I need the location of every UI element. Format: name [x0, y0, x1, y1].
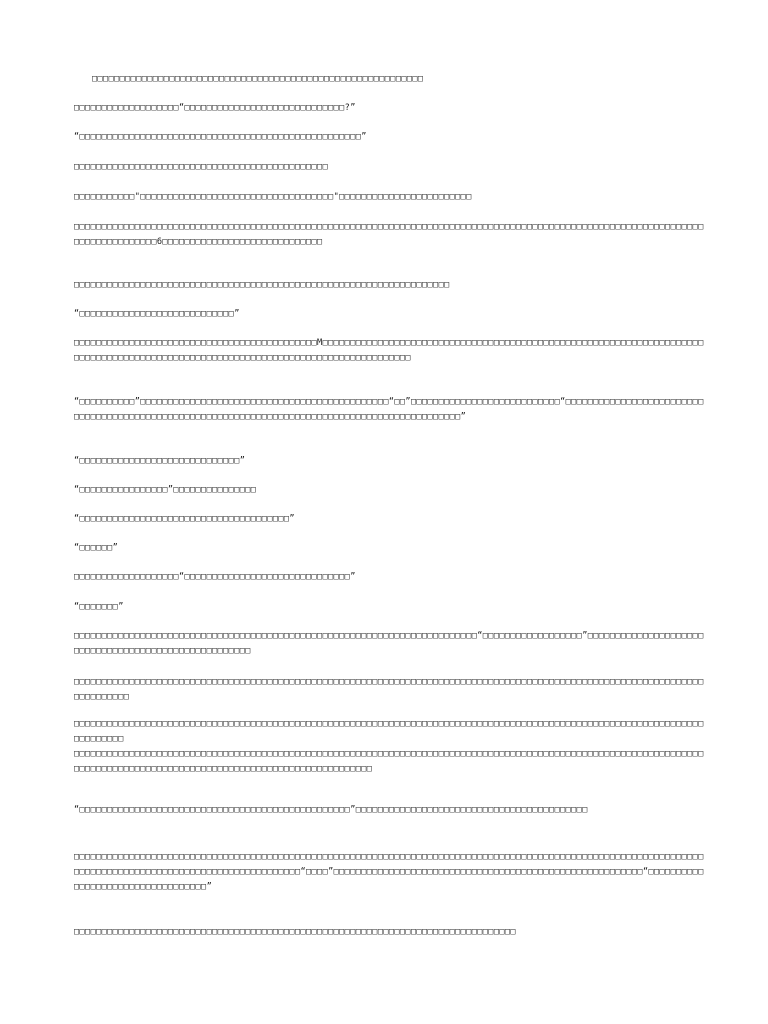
paragraph-4: □□□□□□□□□□□□□□□□□□□□□□□□□□□□□□□□□□□□□□□□□□□□□□: [74, 162, 329, 172]
paragraph-7: □□□□□□□□□□□□□□□□□□□□□□□□□□□□□□□□□□□□□□□□□□□□□□□□□□□□□□□□□□□□□□□□□□□□: [74, 280, 450, 290]
paragraph-12: “□□□□□□□□□□□□□□□□”□□□□□□□□□□□□□□□: [74, 485, 257, 495]
paragraph-3: “□□□□□□□□□□□□□□□□□□□□□□□□□□□□□□□□□□□□□□□□□□□□□□□□□□□”: [74, 132, 367, 142]
paragraph-1: □□□□□□□□□□□□□□□□□□□□□□□□□□□□□□□□□□□□□□□□□□□□□□□□□□□□□□□□□□□□: [92, 74, 424, 84]
paragraph-20: “□□□□□□□□□□□□□□□□□□□□□□□□□□□□□□□□□□□□□□□□□□□□□□□□□”□□□□□□□□□□□□□□□□□□□□□□□□□□□□□□□□□□□□□□□□□□: [74, 805, 588, 815]
paragraph-8: “□□□□□□□□□□□□□□□□□□□□□□□□□□□□”: [74, 309, 240, 319]
paragraph-2: □□□□□□□□□□□□□□□□□□□“□□□□□□□□□□□□□□□□□□□□□□□□□□□□□?”: [74, 103, 356, 113]
paragraph-22: □□□□□□□□□□□□□□□□□□□□□□□□□□□□□□□□□□□□□□□□□□□□□□□□□□□□□□□□□□□□□□□□□□□□□□□□□□□□□□□□: [74, 927, 516, 937]
paragraph-19: □□□□□□□□□□□□□□□□□□□□□□□□□□□□□□□□□□□□□□□□□□□□□□□□□□□□□□□□□□□□□□□□□□□□□□□□□□□□□□□□□□□□□□□□□□□□□□□□□□□□□□□□□□□□□□□□□□□□□□□□□□□ □□□□□□□□□□□□□□□□□□□□□□□□□□□□□□□□□□□□□□□□□□□□□□□□□□□□□□□□□□□□□□□□□□□□□□□□□□□□□□□□□□□□□□□□□□□□□□□□□□□□□□□□□□□□□□□□□□□□□□□□□□□□□□□□□□□□□□□□□□□□□□□□□□□□□□□□□□□□□□□□□□□□□□□□: [74, 719, 704, 774]
paragraph-9: □□□□□□□□□□□□□□□□□□□□□□□□□□□□□□□□□□□□□□□□□□□□M□□□□□□□□□□□□□□□□□□□□□□□□□□□□□□□□□□□□□□□□□□□□□□□□□□□□□□□□□□□□□□□□□□□□□□□□□□□□□□□□□□□□□□□□□□□□□□□□□□□□□□□□□□□□□□□□□□□□□□□□□□□□□□□□□□: [74, 338, 704, 363]
paragraph-10: “□□□□□□□□□□”□□□□□□□□□□□□□□□□□□□□□□□□□□□□□□□□□□□□□□□□□□□□□“□□”□□□□□□□□□□□□□□□□□□□□□□□□□□□“□□□□□□□□□□□□□□□□□□□□□□□□□□□□□□□□□□□□□□□□□□□□□□□□□□□□□□□□□□□□□□□□□□□□□□□□□□□□□□□□□□□□□□□□□□□□□□□”: [74, 397, 704, 422]
paragraph-15: □□□□□□□□□□□□□□□□□□□“□□□□□□□□□□□□□□□□□□□□□□□□□□□□□□”: [74, 572, 356, 582]
paragraph-18: □□□□□□□□□□□□□□□□□□□□□□□□□□□□□□□□□□□□□□□□□□□□□□□□□□□□□□□□□□□□□□□□□□□□□□□□□□□□□□□□□□□□□□□□□□□□□□□□□□□□□□□□□□□□□□□□□□□□□□□□□□□□: [74, 677, 704, 702]
paragraph-21: □□□□□□□□□□□□□□□□□□□□□□□□□□□□□□□□□□□□□□□□□□□□□□□□□□□□□□□□□□□□□□□□□□□□□□□□□□□□□□□□□□□□□□□□□□□□□□□□□□□□□□□□□□□□□□□□□□□□□□□□□□□□□□□□□□□□□□□□□□□□□□□□□□□□□□□□□□□“□□□□”□□□□□□□□□□□□□□□□□□□□□□□□□□□□□□□□□□□□□□□□□□□□□□□□□□□□□□□□“□□□□□□□□□□□□□□□□□□□□□□□□□□□□□□□□□□”: [74, 852, 704, 892]
paragraph-17: □□□□□□□□□□□□□□□□□□□□□□□□□□□□□□□□□□□□□□□□□□□□□□□□□□□□□□□□□□□□□□□□□□□□□□□□□“□□□□□□□□□□□□□□□□□□”□□□□□□□□□□□□□□□□□□□□□□□□□□□□□□□□□□□□□□□□□□□□□□□□□□□□□: [74, 631, 704, 656]
paragraph-14: “□□□□□□”: [74, 543, 119, 553]
paragraph-11: “□□□□□□□□□□□□□□□□□□□□□□□□□□□□□”: [74, 456, 246, 466]
paragraph-13: “□□□□□□□□□□□□□□□□□□□□□□□□□□□□□□□□□□□□□□”: [74, 514, 295, 524]
paragraph-16: “□□□□□□□”: [74, 602, 124, 612]
paragraph-5: □□□□□□□□□□□"□□□□□□□□□□□□□□□□□□□□□□□□□□□□□□□□□□□"□□□□□□□□□□□□□□□□□□□□□□□□: [74, 192, 472, 202]
paragraph-6: □□□□□□□□□□□□□□□□□□□□□□□□□□□□□□□□□□□□□□□□□□□□□□□□□□□□□□□□□□□□□□□□□□□□□□□□□□□□□□□□□□□□□□□□□□□□□□□□□□□□□□□□□□□□□□□□□□□□□□□□□□□□□□□□□6□□□□□□□□□□□□□□□□□□□□□□□□□□□□□: [74, 222, 704, 247]
